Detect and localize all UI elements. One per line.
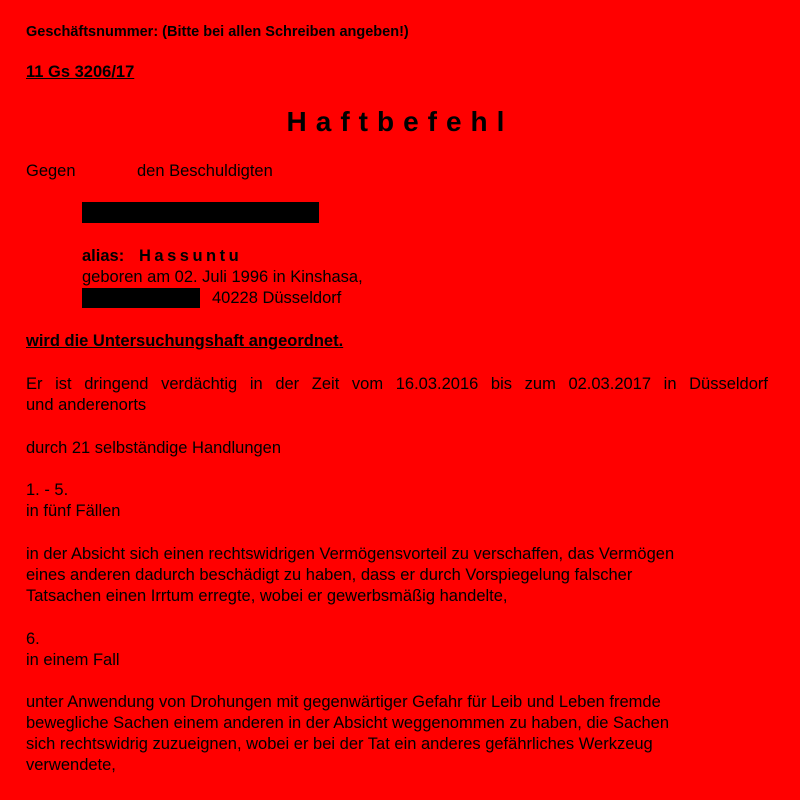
count-2-text-line-4: verwendete, (26, 756, 116, 774)
order-statement: wird die Untersuchungshaft angeordnet. (26, 332, 344, 350)
accused-label: den Beschuldigten (137, 162, 273, 180)
against-label: Gegen (26, 162, 76, 180)
reference-note: Geschäftsnummer: (Bitte bei allen Schreiben angeben!) (26, 24, 409, 40)
redacted-name-block (82, 202, 319, 223)
count-1-text-line-2: eines anderen dadurch beschädigt zu haben, dass er durch Vorspiegelung falscher (26, 566, 633, 584)
suspicion-line-1: Er ist dringend verdächtig in der Zeit vom 16.03.2016 bis zum 02.03.2017 in Düsseldorf (26, 375, 768, 393)
count-2-number: 6. (26, 630, 40, 648)
count-2-scope: in einem Fall (26, 651, 120, 669)
birth-line: geboren am 02. Juli 1996 in Kinshasa, (82, 268, 363, 286)
address-city: 40228 Düsseldorf (212, 289, 342, 307)
count-2-text-line-2: bewegliche Sachen einem anderen in der Absicht weggenommen zu haben, die Sachen (26, 714, 670, 732)
alias-label: alias: (82, 247, 125, 265)
count-1-number: 1. - 5. (26, 481, 69, 499)
acts-line: durch 21 selbständige Handlungen (26, 439, 282, 457)
suspicion-line-2: und anderenorts (26, 396, 147, 414)
redacted-address-block (82, 288, 200, 308)
count-1-text-line-3: Tatsachen einen Irrtum erregte, wobei er gewerbsmäßig handelte, (26, 587, 508, 605)
count-2-text-line-3: sich rechtswidrig zuzueignen, wobei er bei der Tat ein anderes gefährliches Werkzeug (26, 735, 653, 753)
count-2-text-line-1: unter Anwendung von Drohungen mit gegenwärtiger Gefahr für Leib und Leben fremde (26, 693, 661, 711)
count-1-text-line-1: in der Absicht sich einen rechtswidrigen Vermögensvorteil zu verschaffen, das Vermögen (26, 545, 675, 563)
alias-name: Hassuntu (139, 247, 243, 265)
count-1-scope: in fünf Fällen (26, 502, 121, 520)
document-title: Haftbefehl (286, 106, 514, 137)
case-number: 11 Gs 3206/17 (26, 63, 135, 81)
